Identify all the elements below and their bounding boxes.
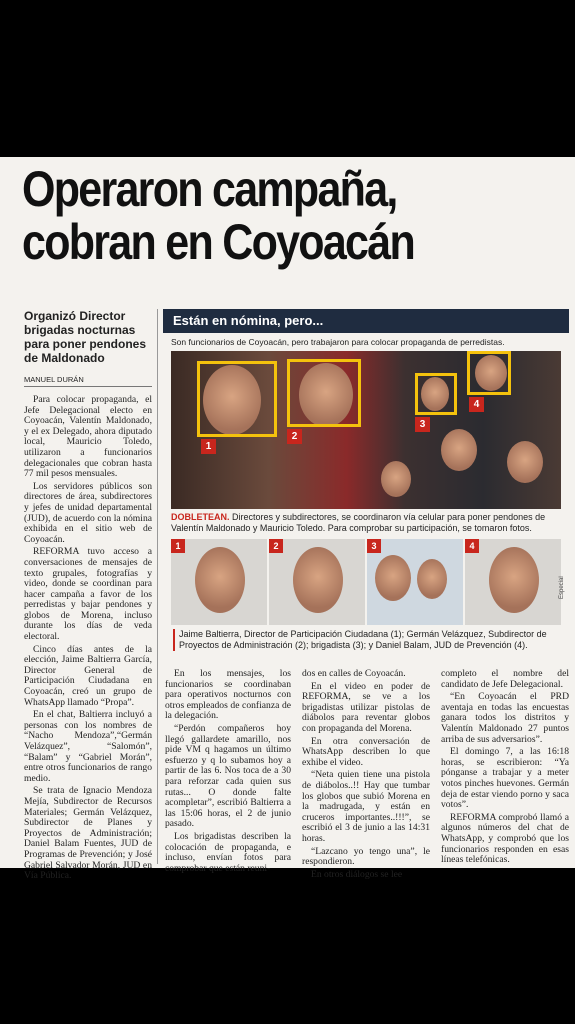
paragraph: En el chat, Baltierra incluyó a personas con los nombres de “Nacho Mendoza”,“Germán Velázquez”, “Salomón”, “Balam” y “Gabriel Morán”, entre otros funcionarios de rango medio. bbox=[24, 709, 152, 784]
byline: MANUEL DURÁN bbox=[24, 375, 152, 387]
paragraph: “Perdón compañeros hoy llegó gallardete amarillo, nos pide VM q hagamos un último esfuerzo y q lo subamos hoy a partir de las 6. Nos toca de a 30 para reforzar cada quien sus rutas... O donde falte acompletar”, escribió Baltierra a las 15:06 horas, el 2 de junio pasado. bbox=[165, 722, 291, 830]
portrait-4 bbox=[465, 539, 561, 625]
caption-lead: DOBLETEAN. bbox=[171, 512, 230, 522]
person-face bbox=[417, 559, 447, 599]
group-photo bbox=[171, 351, 561, 509]
portrait-badge: 2 bbox=[269, 539, 283, 553]
article-column-2 bbox=[165, 669, 291, 876]
paragraph: En otros diálogos se lee bbox=[311, 868, 403, 880]
paragraph: REFORMA tuvo acceso a conversaciones de mensajes de texto grupales, fotografías y video, donde se coordinan para hacer campaña a favor de los perredistas y bajar pendones y globos de Morena, incluso durante los días de veda electoral. bbox=[24, 546, 152, 643]
portrait-caption: Jaime Baltierra, Director de Participación Ciudadana (1); Germán Velázquez, Subdirector de Proyectos de Administración (2); brigadista (3); y Daniel Balam, JUD de Prevención (4). bbox=[173, 629, 563, 651]
highlight-box-3 bbox=[415, 373, 457, 415]
portrait-strip bbox=[171, 539, 563, 625]
photo-section bbox=[163, 309, 569, 654]
person-face bbox=[489, 547, 539, 613]
paragraph: El domingo 7, a las 16:18 horas, se escribieron: “Ya pónganse a trabajar y a meter votos pinches huevones. Germán deja de estar viendo porno y saca votos”. bbox=[441, 746, 569, 811]
headline-line-2: cobran en Coyoacán bbox=[22, 214, 414, 270]
headline-line-1: Operaron campaña, bbox=[22, 161, 397, 217]
article-column-3 bbox=[302, 669, 430, 882]
photo-section-header: Están en nómina, pero... bbox=[163, 309, 569, 333]
person-face bbox=[195, 547, 245, 613]
portrait-2 bbox=[269, 539, 365, 625]
number-badge: 2 bbox=[287, 429, 302, 444]
portrait-badge: 3 bbox=[367, 539, 381, 553]
paragraph: Se trata de Ignacio Mendoza Mejía, Subdirector de Recursos Materiales; Germán Velázquez, Subdirector de Planes y Proyectos de Administración; Daniel Balam Fuentes, JUD de Programas de Prevención; y José Gabriel Salvador Morán, JUD en Vía Pública. bbox=[24, 785, 152, 882]
caption-text: Directores y subdirectores, se coordinaron vía celular para poner pendones de Valentín Maldonado y Mauricio Toledo. Para comprobar su participación, se tomaron fotos. bbox=[171, 512, 546, 533]
portrait-1 bbox=[171, 539, 267, 625]
highlight-box-2 bbox=[287, 359, 361, 427]
newspaper-page bbox=[0, 157, 575, 882]
portrait-badge: 4 bbox=[465, 539, 479, 553]
person-face bbox=[293, 547, 343, 613]
paragraph: Cinco días antes de la elección, Jaime Baltierra García, Director General de Participación Ciudadana en Coyoacán, creó un grupo de WhatsApp llamado “Propa”. bbox=[24, 643, 152, 708]
deck: Organizó Director brigadas nocturnas para poner pendones de Maldonado bbox=[24, 309, 147, 365]
paragraph: En los mensajes, los funcionarios se coordinaban para operativos nocturnos con otros empleados de confianza de la delegación. bbox=[165, 668, 291, 722]
highlight-box-1 bbox=[197, 361, 277, 437]
paragraph: dos en calles de Coyoacán. bbox=[302, 668, 406, 679]
article-column-1 bbox=[24, 395, 152, 884]
portrait-3 bbox=[367, 539, 463, 625]
portrait-badge: 1 bbox=[171, 539, 185, 553]
paragraph: “Lazcano yo tengo una”, le respondieron. bbox=[302, 845, 430, 868]
paragraph: En el video en poder de REFORMA, se ve a los brigadistas utilizar pistolas de diábolos para reventar globos con propaganda del Morena. bbox=[302, 680, 430, 734]
paragraph: Los brigadistas describen la colocación de propaganda, e incluso, envían fotos para comprobar que están reuni- bbox=[165, 830, 291, 874]
headline bbox=[22, 163, 486, 269]
paragraph: Los servidores públicos son directores de área, subdirectores y jefes de unidad departamental (JUD), de acuerdo con la nómina exhibida en el sitio web de Coyoacán. bbox=[24, 480, 152, 545]
paragraph: “En Coyoacán el PRD aventaja en todas las encuestas ganara todos los distritos y Valentín Maldonado 27 puntos arriba de sus adversarios”. bbox=[441, 691, 569, 745]
photo-credit: Especial bbox=[559, 576, 565, 599]
column-divider bbox=[157, 309, 158, 864]
paragraph: En otra conversación de WhatsApp describen lo que exhibe el video. bbox=[302, 735, 430, 768]
paragraph: “Neta quien tiene una pistola de diábolos..!! Hay que tumbar los globos que subió Morena en la madrugada, y están en cruceros importantes..!!!”, se escribió el 3 de junio a las 14:31 horas. bbox=[302, 769, 430, 844]
number-badge: 4 bbox=[469, 397, 484, 412]
paragraph: completo el nombre del candidato de Jefe Delegacional. bbox=[441, 668, 569, 690]
paragraph: REFORMA comprobó llamó a algunos números del chat de WhatsApp, y comprobó que los funcionarios responden en esas líneas telefónicas. bbox=[441, 811, 569, 866]
number-badge: 3 bbox=[415, 417, 430, 432]
highlight-box-4 bbox=[467, 351, 511, 395]
person-face bbox=[507, 441, 543, 483]
person-face bbox=[441, 429, 477, 471]
photo-caption bbox=[171, 512, 563, 534]
article-column-4 bbox=[441, 669, 569, 868]
person-face bbox=[381, 461, 411, 497]
photo-section-subheader: Son funcionarios de Coyoacán, pero trabajaron para colocar propaganda de perredistas. bbox=[171, 337, 505, 347]
number-badge: 1 bbox=[201, 439, 216, 454]
paragraph: Para colocar propaganda, el Jefe Delegacional electo en Coyoacán, Valentín Maldonado, y el ex Delegado, ahora diputado local, Mauricio Toledo, utilizaron a funcionarios delegacionales que cobran hasta 77 mil pesos mensuales. bbox=[24, 394, 152, 480]
person-face bbox=[375, 555, 411, 601]
